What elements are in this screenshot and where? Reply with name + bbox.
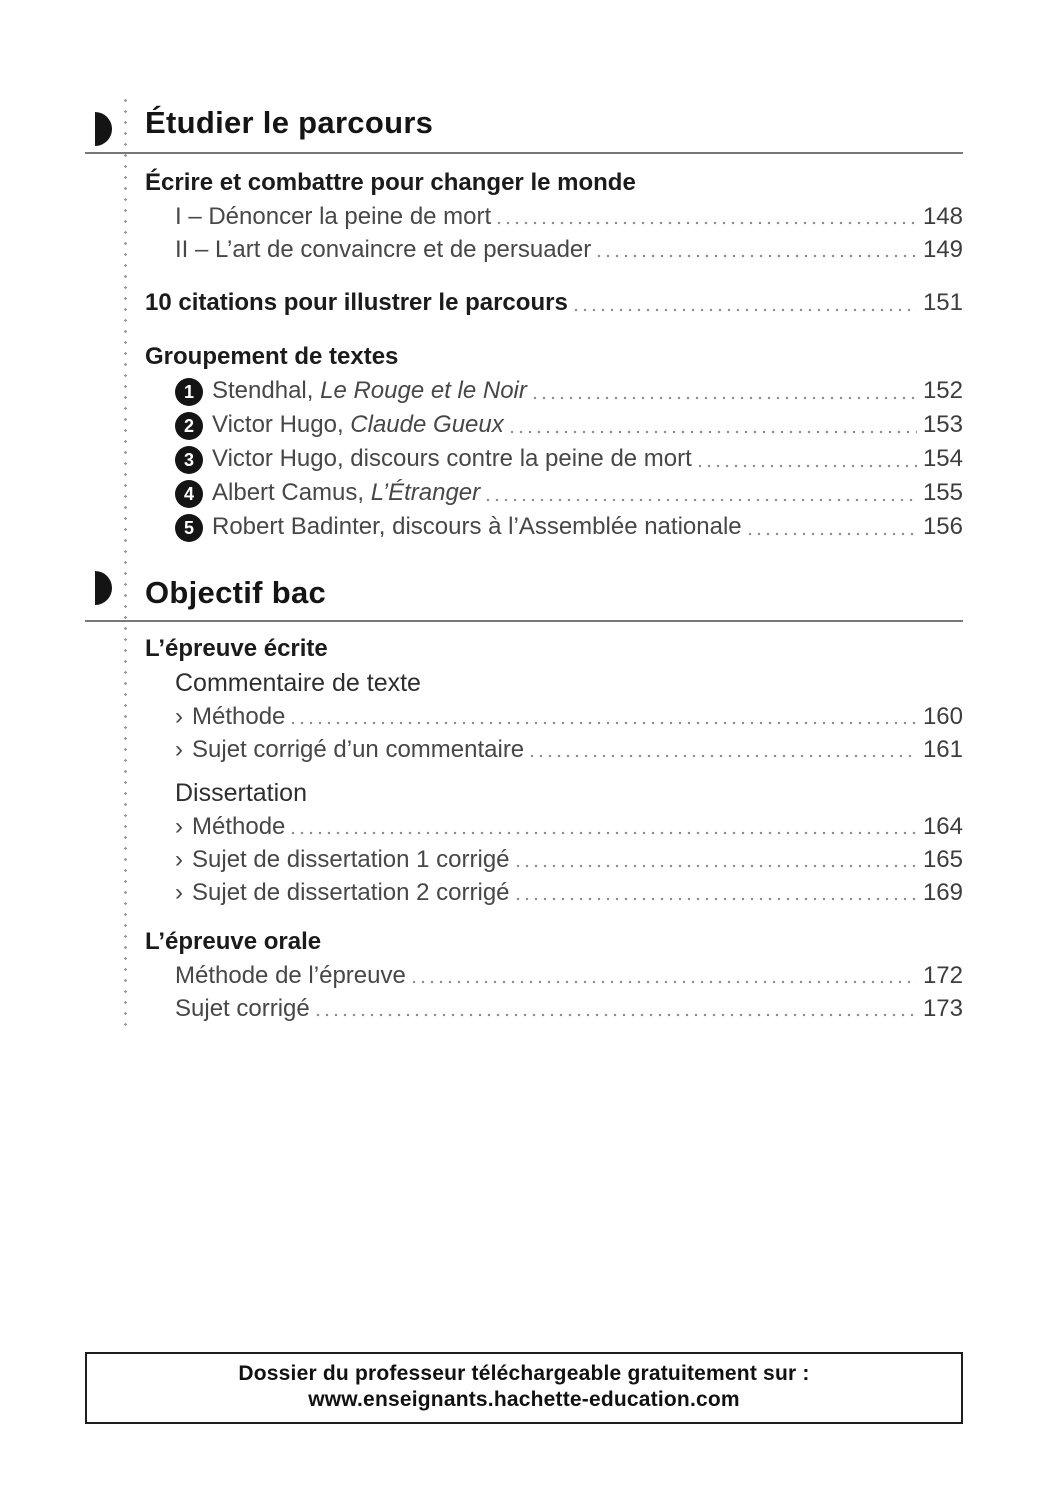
group-heading: Écrire et combattre pour changer le monde [145,169,636,196]
toc-entry-label [212,374,527,408]
dot-leader [316,1013,917,1017]
number-badge: 1 [175,378,203,406]
group-heading: L’épreuve écrite [145,635,328,662]
toc-entry [175,733,963,766]
dot-leader [291,721,917,725]
group-heading: L’épreuve orale [145,928,322,955]
dot-leader [486,498,917,502]
toc-entry [175,876,963,909]
dot-leader [497,221,917,225]
page-number: 155 [922,479,963,506]
toc-entry [175,374,963,408]
author-text: Albert Camus, [212,479,371,506]
work-title: Le Rouge et le Noir [320,377,527,404]
page-number: 169 [922,879,963,906]
group-heading: Groupement de textes [145,343,399,370]
toc-entry-label [212,442,692,476]
toc-entry [175,442,963,476]
toc-entry [175,233,963,266]
sub-heading: Commentaire de texte [175,669,421,697]
dot-leader [748,532,917,536]
chevron-marker: › [175,813,183,840]
number-badge: 2 [175,412,203,440]
toc-entry [175,700,963,733]
page-number: 172 [922,962,963,989]
sub-heading: Dissertation [175,779,307,807]
section-rule [85,152,963,154]
chevron-marker: › [175,879,183,906]
toc-entry [175,510,963,544]
toc-entry-label [212,510,742,544]
author-text: Robert Badinter, discours à l’Assemblée nationale [212,513,742,540]
toc-entry-label: Sujet corrigé d’un commentaire [192,736,525,763]
toc-entry-label: Méthode de l’épreuve [175,962,406,989]
toc-entry [175,810,963,843]
number-badge: 5 [175,514,203,542]
section-rule [85,620,963,622]
page-number: 156 [922,513,963,540]
toc-entry [175,476,963,510]
dot-leader [533,396,917,400]
section-title-objectif-bac: Objectif bac [145,575,327,610]
dot-leader [291,831,917,835]
author-text: Victor Hugo, discours contre la peine de mort [212,445,692,472]
page-number: 173 [922,995,963,1022]
dot-leader [516,897,917,901]
work-title: L’Étranger [370,479,481,506]
page-number: 153 [922,411,963,438]
number-badge: 3 [175,446,203,474]
teacher-resource-box [85,1352,963,1424]
dot-leader [516,864,917,868]
toc-entry-label: II – L’art de convaincre et de persuader [175,236,592,263]
page-number: 154 [922,445,963,472]
toc-content [85,102,963,1025]
toc-entry [175,992,963,1025]
page-number: 164 [922,813,963,840]
toc-entry-label: Sujet de dissertation 2 corrigé [192,879,510,906]
dot-leader [698,464,917,468]
footer-url: www.enseignants.hachette-education.com [308,1388,740,1411]
dot-leader [530,754,917,758]
page-number: 161 [922,736,963,763]
toc-entry [175,200,963,233]
page-number: 165 [922,846,963,873]
number-badge: 4 [175,480,203,508]
toc-entry [145,286,963,320]
toc-entry-label [212,408,504,442]
work-title: Claude Gueux [350,411,504,438]
section-title-etudier: Étudier le parcours [145,105,434,140]
dot-leader [412,980,917,984]
toc-entry-label: Méthode [192,813,286,840]
footer-text: Dossier du professeur téléchargeable gratuitement sur : [238,1362,810,1385]
toc-entry-label: Sujet corrigé [175,995,310,1022]
chevron-marker: › [175,703,183,730]
dot-leader [510,430,917,434]
toc-entry-label [212,476,480,510]
chevron-marker: › [175,736,183,763]
toc-entry [175,843,963,876]
author-text: Victor Hugo, [212,411,351,438]
page-number: 152 [922,377,963,404]
toc-entry-label: Sujet de dissertation 1 corrigé [192,846,510,873]
page-number: 151 [922,289,963,316]
page-number: 148 [922,203,963,230]
toc-entry-label: 10 citations pour illustrer le parcours [145,289,568,316]
toc-entry [175,408,963,442]
toc-entry-label: Méthode [192,703,286,730]
chevron-marker: › [175,846,183,873]
page-number: 149 [922,236,963,263]
toc-entry [175,959,963,992]
dot-leader [597,254,917,258]
page-number: 160 [922,703,963,730]
toc-entry-label: I – Dénoncer la peine de mort [175,203,492,230]
author-text: Stendhal, [212,377,321,404]
dot-leader [574,308,917,312]
